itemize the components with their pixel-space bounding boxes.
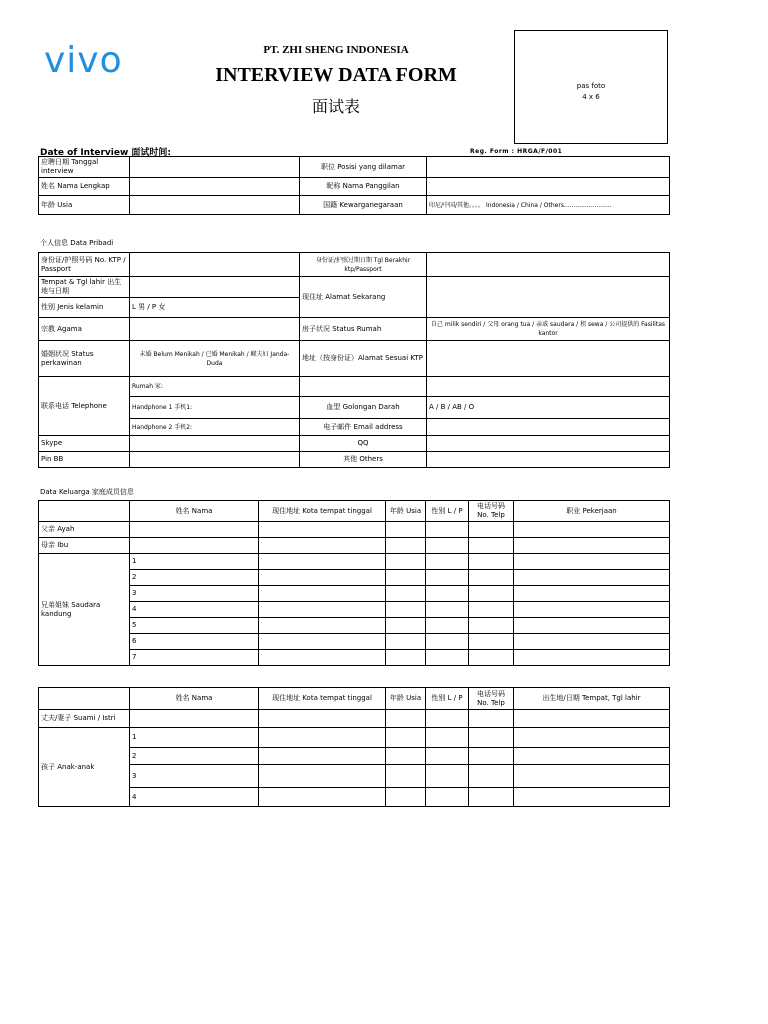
child-city-field[interactable]: [259, 728, 386, 748]
sibling-job-field[interactable]: [514, 634, 670, 650]
top-info-table: [38, 156, 670, 215]
ktp-number-label: 身份证/护照号码 No. KTP / Passport: [39, 253, 130, 277]
spouse-col-city: 现住地址 Kota tempat tinggal: [259, 688, 386, 710]
child-age-field[interactable]: [386, 748, 426, 765]
others-label: 其他 Others: [300, 452, 427, 468]
sibling-job-field[interactable]: [514, 602, 670, 618]
table-row: [39, 650, 670, 666]
table-row: [39, 522, 670, 538]
sibling-city-field[interactable]: [259, 602, 386, 618]
sibling-name-field[interactable]: 5: [130, 618, 259, 634]
sibling-phone-field[interactable]: [469, 618, 514, 634]
family-col-job: 职业 Pekerjaan: [514, 501, 670, 522]
sibling-gender-field[interactable]: [426, 650, 469, 666]
child-gender-field[interactable]: [426, 748, 469, 765]
sibling-gender-field[interactable]: [426, 570, 469, 586]
child-phone-field[interactable]: [469, 788, 514, 807]
mother-city-field[interactable]: [259, 538, 386, 554]
ktp-address-label: 地址（按身份证）Alamat Sesuai KTP: [300, 341, 427, 377]
apply-date-label: 应聘日期 Tanggal interview: [39, 157, 130, 178]
ktp-address-field[interactable]: [427, 341, 670, 377]
sibling-age-field[interactable]: [386, 602, 426, 618]
spouse-age-field[interactable]: [386, 710, 426, 728]
family-col-city: 现住地址 Kota tempat tinggal: [259, 501, 386, 522]
ktp-expiry-field[interactable]: [427, 253, 670, 277]
mother-job-field[interactable]: [514, 538, 670, 554]
telephone-label: 联系电话 Telephone: [39, 377, 130, 436]
current-address-field[interactable]: [427, 277, 670, 318]
spouse-col-phone: 电话号码 No. Telp: [469, 688, 514, 710]
pin-bb-field[interactable]: [130, 452, 300, 468]
sibling-job-field[interactable]: [514, 570, 670, 586]
spouse-phone-field[interactable]: [469, 710, 514, 728]
age-label: 年龄 Usia: [39, 196, 130, 215]
father-city-field[interactable]: [259, 522, 386, 538]
sibling-name-field[interactable]: 4: [130, 602, 259, 618]
spouse-birth-field[interactable]: [514, 710, 670, 728]
religion-label: 宗教 Agama: [39, 318, 130, 341]
table-row: [39, 765, 670, 788]
father-name-field[interactable]: [130, 522, 259, 538]
email-label: 电子邮件 Email address: [300, 419, 427, 436]
mother-age-field[interactable]: [386, 538, 426, 554]
sibling-gender-field[interactable]: [426, 602, 469, 618]
table-row: [39, 570, 670, 586]
gender-options[interactable]: L 男 / P 女: [130, 298, 300, 318]
sibling-gender-field[interactable]: [426, 618, 469, 634]
sibling-name-field[interactable]: 2: [130, 570, 259, 586]
form-title-chinese: 面试表: [311, 97, 360, 116]
child-birth-field[interactable]: [514, 788, 670, 807]
table-row: [39, 618, 670, 634]
ktp-expiry-label: 身份证/护照过期日期 Tgl Berakhir ktp/Passport: [300, 253, 427, 277]
table-row: [39, 538, 670, 554]
child-age-field[interactable]: [386, 728, 426, 748]
blood-type-label: 血型 Golongan Darah: [300, 397, 427, 419]
photo-box: [514, 30, 668, 144]
apply-date-field[interactable]: [130, 157, 300, 178]
sibling-job-field[interactable]: [514, 618, 670, 634]
sibling-phone-field[interactable]: [469, 554, 514, 570]
child-city-field[interactable]: [259, 765, 386, 788]
sibling-name-field[interactable]: 6: [130, 634, 259, 650]
sibling-city-field[interactable]: [259, 570, 386, 586]
child-name-field[interactable]: 4: [130, 788, 259, 807]
spouse-name-field[interactable]: [130, 710, 259, 728]
sibling-gender-field[interactable]: [426, 554, 469, 570]
table-row: [39, 602, 670, 618]
skype-label: Skype: [39, 436, 130, 452]
children-label: 孩子 Anak-anak: [39, 728, 130, 807]
child-name-field[interactable]: 1: [130, 728, 259, 748]
table-row: [39, 586, 670, 602]
spouse-label: 丈夫/妻子 Suami / Istri: [39, 710, 130, 728]
mother-label: 母亲 Ibu: [39, 538, 130, 554]
birth-field[interactable]: [130, 277, 300, 298]
sibling-name-field[interactable]: 3: [130, 586, 259, 602]
pin-bb-label: Pin BB: [39, 452, 130, 468]
child-gender-field[interactable]: [426, 765, 469, 788]
sibling-city-field[interactable]: [259, 650, 386, 666]
child-phone-field[interactable]: [469, 728, 514, 748]
photo-label-line2: 4 x 6: [582, 93, 600, 101]
family-col-age: 年龄 Usia: [386, 501, 426, 522]
age-field[interactable]: [130, 196, 300, 215]
sibling-job-field[interactable]: [514, 650, 670, 666]
sibling-age-field[interactable]: [386, 650, 426, 666]
father-age-field[interactable]: [386, 522, 426, 538]
siblings-label: 兄弟姐妹 Saudara kandung: [39, 554, 130, 666]
family-table: [38, 500, 670, 666]
family-data-label: Data Keluarga 家庭成员信息: [40, 488, 134, 496]
handphone2-field[interactable]: Handphone 2 手机2:: [130, 419, 300, 436]
family-col-phone: 电话号码 No. Telp: [469, 501, 514, 522]
child-phone-field[interactable]: [469, 765, 514, 788]
child-age-field[interactable]: [386, 765, 426, 788]
spouse-gender-field[interactable]: [426, 710, 469, 728]
sibling-age-field[interactable]: [386, 586, 426, 602]
table-row: [39, 748, 670, 765]
table-row: [39, 728, 670, 748]
table-row: [39, 788, 670, 807]
sibling-gender-field[interactable]: [426, 586, 469, 602]
ktp-number-field[interactable]: [130, 253, 300, 277]
marital-status-options[interactable]: 未婚 Belum Menikah / 已婚 Menikah / 鳏夫妇 Janda-Duda: [130, 341, 300, 377]
mother-phone-field[interactable]: [469, 538, 514, 554]
handphone1-field[interactable]: Handphone 1 手机1:: [130, 397, 300, 419]
email-gap-right: [427, 377, 670, 397]
table-row: [39, 710, 670, 728]
qq-label: QQ: [300, 436, 427, 452]
child-city-field[interactable]: [259, 748, 386, 765]
gender-label: 性别 Jenis kelamin: [39, 298, 130, 318]
child-phone-field[interactable]: [469, 748, 514, 765]
sibling-city-field[interactable]: [259, 586, 386, 602]
sibling-phone-field[interactable]: [469, 634, 514, 650]
spouse-col-age: 年龄 Usia: [386, 688, 426, 710]
sibling-phone-field[interactable]: [469, 650, 514, 666]
position-field[interactable]: [427, 157, 670, 178]
spouse-children-table: [38, 687, 670, 807]
spouse-col-birth: 出生地/日期 Tempat, Tgl lahir: [514, 688, 670, 710]
sibling-city-field[interactable]: [259, 618, 386, 634]
qq-field[interactable]: [427, 436, 670, 452]
father-label: 父亲 Ayah: [39, 522, 130, 538]
sibling-gender-field[interactable]: [426, 634, 469, 650]
sibling-age-field[interactable]: [386, 570, 426, 586]
child-city-field[interactable]: [259, 788, 386, 807]
child-birth-field[interactable]: [514, 728, 670, 748]
vivo-logo: vivo: [44, 40, 123, 81]
personal-data-label: 个人信息 Data Pribadi: [40, 239, 114, 247]
child-gender-field[interactable]: [426, 728, 469, 748]
current-address-label: 现住址 Alamat Sekarang: [300, 277, 427, 318]
email-field[interactable]: [427, 419, 670, 436]
table-row: [39, 554, 670, 570]
personal-data-table: [38, 252, 670, 468]
religion-field[interactable]: [130, 318, 300, 341]
sibling-phone-field[interactable]: [469, 602, 514, 618]
family-col-gender: 性别 L / P: [426, 501, 469, 522]
form-title: INTERVIEW DATA FORM: [215, 64, 457, 86]
photo-label-line1: pas foto: [576, 82, 606, 90]
sibling-phone-field[interactable]: [469, 586, 514, 602]
father-phone-field[interactable]: [469, 522, 514, 538]
email-gap-left: [300, 377, 427, 397]
sibling-name-field[interactable]: 7: [130, 650, 259, 666]
spouse-header-blank: [39, 688, 130, 710]
child-name-field[interactable]: 3: [130, 765, 259, 788]
sibling-age-field[interactable]: [386, 554, 426, 570]
marital-status-label: 婚姻状况 Status perkawinan: [39, 341, 130, 377]
family-header-blank: [39, 501, 130, 522]
spouse-city-field[interactable]: [259, 710, 386, 728]
child-gender-field[interactable]: [426, 788, 469, 807]
mother-gender-field[interactable]: [426, 538, 469, 554]
full-name-field[interactable]: [130, 178, 300, 196]
child-birth-field[interactable]: [514, 765, 670, 788]
sibling-job-field[interactable]: [514, 554, 670, 570]
birth-label: Tempat & Tgl lahir 出生地与日期: [39, 277, 130, 298]
blood-type-options[interactable]: A / B / AB / O: [427, 397, 670, 419]
full-name-label: 姓名 Nama Lengkap: [39, 178, 130, 196]
nickname-label: 昵称 Nama Panggilan: [300, 178, 427, 196]
position-label: 职位 Posisi yang dilamar: [300, 157, 427, 178]
child-age-field[interactable]: [386, 788, 426, 807]
child-birth-field[interactable]: [514, 748, 670, 765]
sibling-age-field[interactable]: [386, 634, 426, 650]
home-phone-field[interactable]: Rumah 家:: [130, 377, 300, 397]
family-col-name: 姓名 Nama: [130, 501, 259, 522]
sibling-job-field[interactable]: [514, 586, 670, 602]
skype-field[interactable]: [130, 436, 300, 452]
reg-form-code: Reg. Form : HRGA/F/001: [470, 148, 563, 155]
house-status-label: 房子状况 Status Rumah: [300, 318, 427, 341]
nationality-label: 国籍 Kewarganegaraan: [300, 196, 427, 215]
table-row: [39, 634, 670, 650]
mother-name-field[interactable]: [130, 538, 259, 554]
house-status-options[interactable]: 自己 milik sendiri / 父母 orang tua / 亲戚 saudara / 租 sewa / 公司提供的 Fasilitas kantor: [427, 318, 670, 341]
spouse-col-name: 姓名 Nama: [130, 688, 259, 710]
company-name: PT. ZHI SHENG INDONESIA: [263, 44, 409, 56]
father-gender-field[interactable]: [426, 522, 469, 538]
sibling-age-field[interactable]: [386, 618, 426, 634]
child-name-field[interactable]: 2: [130, 748, 259, 765]
sibling-city-field[interactable]: [259, 634, 386, 650]
sibling-name-field[interactable]: 1: [130, 554, 259, 570]
date-of-interview-label: Date of Interview 面试时间:: [40, 148, 172, 158]
nationality-options[interactable]: 印尼/中国/其他。。。。 Indonesia / China / Others.........................: [427, 196, 670, 215]
nickname-field[interactable]: [427, 178, 670, 196]
sibling-phone-field[interactable]: [469, 570, 514, 586]
photo-label: [515, 81, 667, 103]
father-job-field[interactable]: [514, 522, 670, 538]
others-field[interactable]: [427, 452, 670, 468]
sibling-city-field[interactable]: [259, 554, 386, 570]
spouse-col-gender: 性别 L / P: [426, 688, 469, 710]
